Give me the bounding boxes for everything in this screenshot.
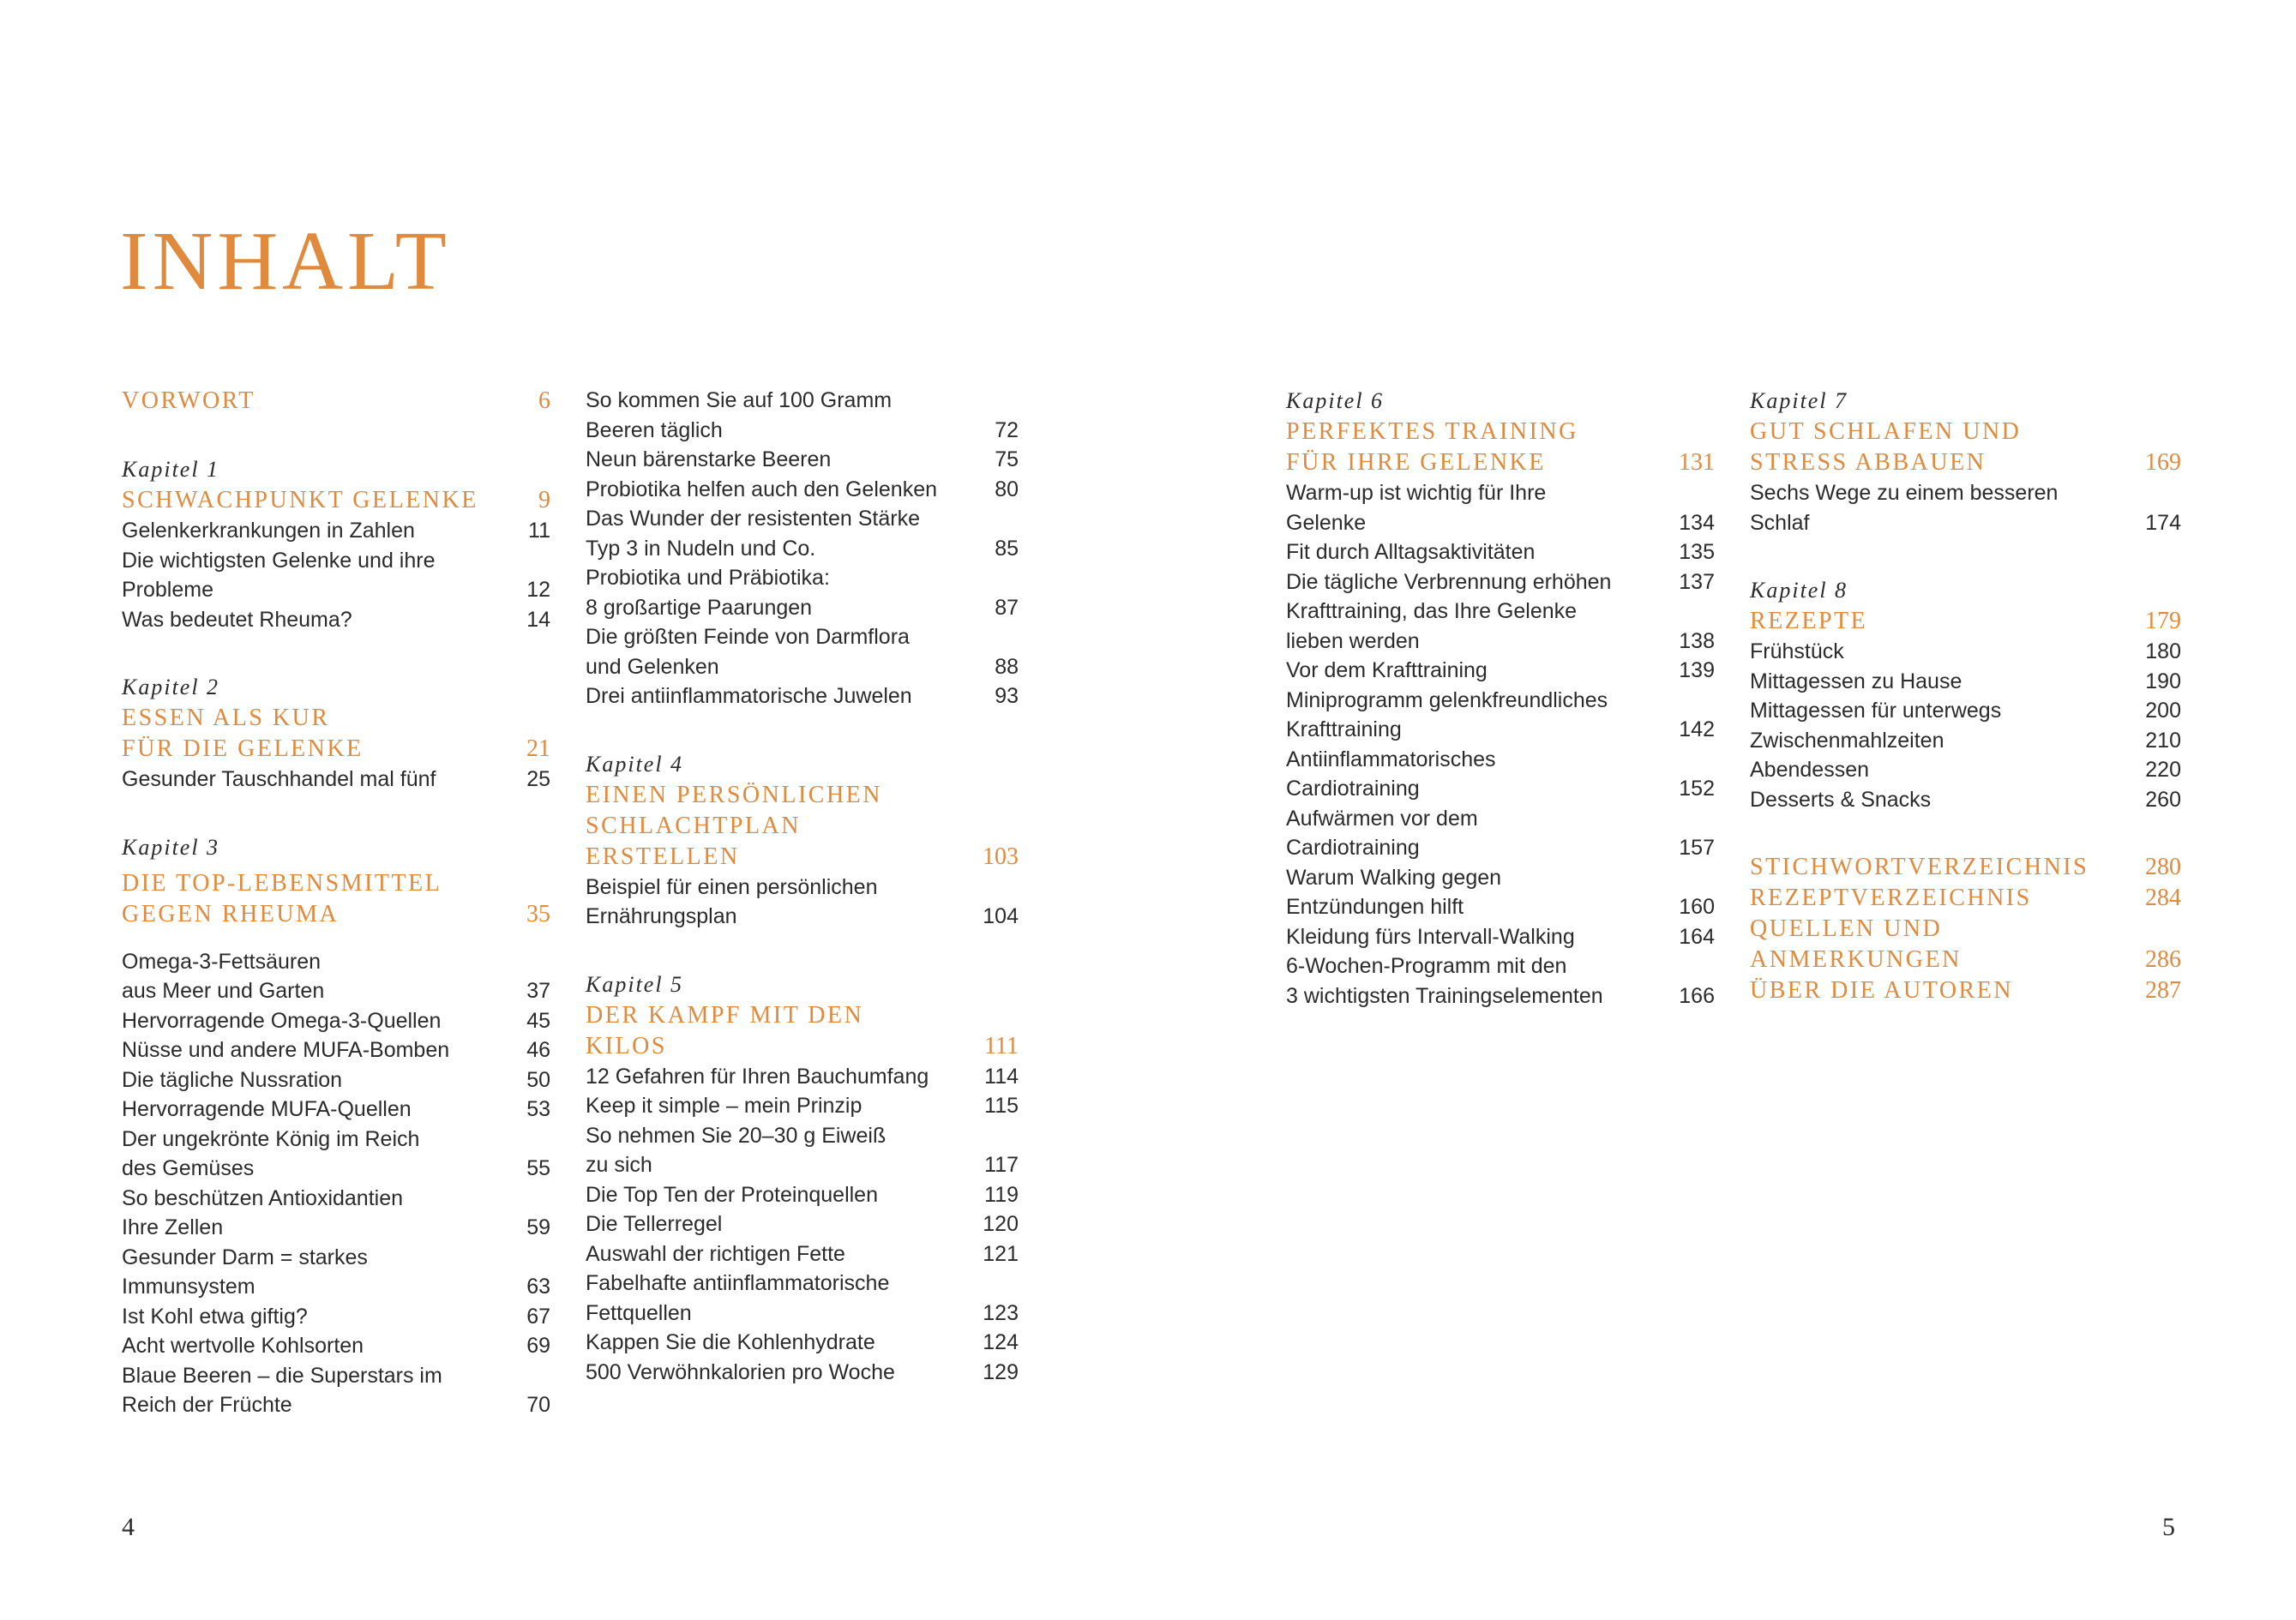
entry-text: Omega-3-Fettsäuren aus Meer und Garten — [122, 949, 325, 1003]
entry-page: 114 — [984, 1064, 1019, 1089]
chapter-heading[interactable] — [1750, 417, 2181, 478]
toc-entry[interactable] — [1750, 755, 2181, 785]
entry-text: So beschützen Antioxidantien Ihre Zellen — [122, 1185, 404, 1239]
entry-text: Hervorragende Omega-3-Quellen — [122, 1008, 442, 1033]
chapter-heading[interactable] — [586, 780, 1019, 873]
toc-entry[interactable] — [122, 605, 550, 635]
toc-column-2 — [586, 386, 1019, 1387]
entry-page: 220 — [2145, 758, 2181, 782]
entry-text: Die wichtigsten Gelenke und ihre Probleme — [122, 548, 436, 602]
heading-page: 284 — [2145, 885, 2181, 911]
toc-entry[interactable] — [122, 546, 550, 605]
entry-text: Ist Kohl etwa giftig? — [122, 1304, 308, 1329]
entry-page: 85 — [995, 536, 1019, 561]
heading-page: 287 — [2145, 977, 2181, 1004]
entry-page: 129 — [983, 1359, 1019, 1384]
heading-page: 103 — [983, 843, 1019, 870]
heading-text: SCHWACHPUNKT GELENKE — [122, 487, 478, 513]
entry-text: Nüsse und andere MUFA-Bomben — [122, 1038, 450, 1062]
entry-page: 11 — [528, 519, 550, 543]
chapter-label: Kapitel 3 — [122, 834, 220, 860]
page-title: INHALT — [120, 214, 451, 308]
entry-page: 119 — [984, 1182, 1019, 1207]
heading-text: REZEPTE — [1750, 608, 1868, 634]
chapter-4 — [586, 749, 1019, 932]
entry-text: Kleidung fürs Intervall-Walking — [1286, 924, 1575, 949]
heading-text: PERFEKTES TRAINING FÜR IHRE GELENKE — [1286, 418, 1578, 476]
entry-text: Zwischenmahlzeiten — [1750, 728, 1944, 753]
toc-entry[interactable] — [586, 681, 1019, 711]
chapter-6 — [1286, 386, 1715, 1011]
entry-page: 70 — [526, 1393, 550, 1417]
toc-entry[interactable] — [122, 1302, 550, 1332]
chapter-heading[interactable] — [122, 485, 550, 516]
entry-page: 37 — [526, 979, 550, 1003]
entry-page: 50 — [526, 1067, 550, 1092]
heading-page: 280 — [2145, 854, 2181, 880]
toc-entry[interactable] — [1286, 745, 1715, 804]
entry-text: Fit durch Alltagsaktivitäten — [1286, 540, 1536, 564]
entry-page: 135 — [1679, 540, 1715, 564]
entry-text: 500 Verwöhnkalorien pro Woche — [586, 1359, 895, 1384]
toc-column-3 — [1286, 386, 1715, 1011]
entry-text: So nehmen Sie 20–30 g Eiweiß zu sich — [586, 1123, 887, 1177]
entry-page: 115 — [984, 1094, 1019, 1118]
entry-text: Fabelhafte antiinflammatorische Fettquellen — [586, 1271, 890, 1325]
entry-text: Warm-up ist wichtig für Ihre Gelenke — [1286, 481, 1547, 535]
entry-text: Desserts & Snacks — [1750, 787, 1932, 812]
entry-text: Keep it simple – mein Prinzip — [586, 1094, 863, 1118]
chapter-3 — [122, 832, 550, 1420]
chapter-label: Kapitel 1 — [122, 457, 220, 482]
entry-text: 6-Wochen-Programm mit den 3 wichtigsten Trainingselementen — [1286, 954, 1603, 1008]
toc-entry[interactable] — [1750, 667, 2181, 697]
entry-page: 152 — [1679, 777, 1715, 801]
entry-text: Gelenkerkrankungen in Zahlen — [122, 519, 415, 543]
entry-text: Acht wertvolle Kohlsorten — [122, 1334, 364, 1358]
appendix-heading-rezeptverzeichnis[interactable] — [1750, 883, 2181, 914]
chapter-5 — [586, 969, 1019, 1388]
chapter-heading[interactable] — [1286, 417, 1715, 478]
chapter-label: Kapitel 7 — [1750, 388, 1848, 413]
toc-entry[interactable] — [586, 1180, 1019, 1210]
toc-heading-vorwort[interactable] — [122, 386, 550, 417]
heading-page: 131 — [1679, 449, 1715, 476]
chapter-label: Kapitel 4 — [586, 751, 684, 777]
chapter-7 — [1750, 386, 2181, 537]
toc-entry[interactable] — [586, 1091, 1019, 1121]
toc-entry[interactable] — [586, 873, 1019, 932]
toc-entry[interactable] — [586, 1358, 1019, 1388]
heading-page: 9 — [538, 487, 550, 513]
chapter-3-continued — [586, 386, 1019, 711]
toc-entry[interactable] — [122, 1243, 550, 1302]
entry-page: 121 — [983, 1241, 1019, 1266]
entry-page: 55 — [526, 1156, 550, 1180]
page-number-right: 5 — [2162, 1513, 2175, 1541]
toc-entry[interactable] — [1750, 726, 2181, 756]
entry-page: 14 — [526, 607, 550, 632]
entry-page: 25 — [526, 767, 550, 791]
chapter-label: Kapitel 8 — [1750, 578, 1848, 603]
chapter-heading[interactable] — [122, 868, 550, 930]
entry-text: Hervorragende MUFA-Quellen — [122, 1097, 412, 1121]
entry-text: Das Wunder der resistenten Stärke Typ 3 in Nudeln und Co. — [586, 507, 921, 561]
entry-page: 123 — [983, 1300, 1019, 1325]
toc-entry[interactable] — [586, 1269, 1019, 1328]
entry-text: Die tägliche Nussration — [122, 1067, 343, 1092]
heading-text: DIE TOP-LEBENSMITTEL GEGEN RHEUMA — [122, 869, 442, 927]
entry-page: 260 — [2145, 787, 2181, 812]
entry-page: 53 — [526, 1097, 550, 1121]
chapter-heading[interactable] — [1750, 606, 2181, 637]
entry-text: Abendessen — [1750, 758, 1870, 782]
toc-entry[interactable] — [122, 1361, 550, 1420]
entry-page: 69 — [526, 1334, 550, 1358]
entry-text: Probiotika helfen auch den Gelenken — [586, 477, 938, 501]
toc-entry[interactable] — [122, 1125, 550, 1184]
page-number-left: 4 — [122, 1513, 135, 1541]
entry-text: Gesunder Tauschhandel mal fünf — [122, 767, 436, 791]
appendix-heading-stichwortverzeichnis[interactable] — [1750, 852, 2181, 883]
entry-text: Mittagessen für unterwegs — [1750, 699, 2002, 723]
toc-entry[interactable] — [122, 1184, 550, 1243]
entry-page: 200 — [2145, 699, 2181, 723]
chapter-label: Kapitel 5 — [586, 971, 684, 997]
entry-page: 142 — [1679, 717, 1715, 741]
toc-column-1 — [122, 386, 550, 1420]
entry-text: Probiotika und Präbiotika: 8 großartige Paarungen — [586, 566, 830, 620]
heading-page: 179 — [2145, 608, 2181, 634]
entry-text: Die Tellerregel — [586, 1212, 723, 1236]
toc-entry[interactable] — [1750, 785, 2181, 815]
toc-entry[interactable] — [122, 1331, 550, 1361]
entry-page: 63 — [526, 1275, 550, 1299]
heading-text: ÜBER DIE AUTOREN — [1750, 977, 2014, 1004]
appendix-list — [1750, 852, 2181, 1006]
chapter-heading[interactable] — [122, 703, 550, 765]
entry-page: 45 — [526, 1008, 550, 1033]
entry-text: Die größten Feinde von Darmflora und Gelenken — [586, 625, 910, 679]
appendix-heading-quellen[interactable] — [1750, 914, 2181, 975]
entry-text: Sechs Wege zu einem besseren Schlaf — [1750, 481, 2059, 535]
entry-page: 139 — [1679, 658, 1715, 682]
heading-text: EINEN PERSÖNLICHEN SCHLACHTPLAN ERSTELLEN — [586, 781, 882, 870]
heading-text: GUT SCHLAFEN UND STRESS ABBAUEN — [1750, 418, 2022, 476]
toc-entry[interactable] — [1750, 637, 2181, 667]
heading-text: VORWORT — [122, 387, 255, 414]
heading-text: ESSEN ALS KUR FÜR DIE GELENKE — [122, 705, 364, 762]
entry-page: 210 — [2145, 728, 2181, 753]
entry-page: 134 — [1679, 510, 1715, 535]
entry-page: 80 — [995, 477, 1019, 501]
toc-entry[interactable] — [1750, 696, 2181, 726]
entry-text: Frühstück — [1750, 639, 1844, 663]
toc-entry[interactable] — [1286, 863, 1715, 922]
entry-text: Beispiel für einen persönlichen Ernährungsplan — [586, 874, 878, 928]
entry-text: So kommen Sie auf 100 Gramm Beeren täglich — [586, 388, 893, 442]
chapter-heading[interactable] — [586, 1000, 1019, 1062]
toc-entry[interactable] — [122, 1006, 550, 1036]
entry-text: Neun bärenstarke Beeren — [586, 447, 832, 471]
entry-text: Warum Walking gegen Entzündungen hilft — [1286, 865, 1502, 919]
toc-entry[interactable] — [586, 622, 1019, 681]
chapter-2 — [122, 672, 550, 795]
entry-text: Die tägliche Verbrennung erhöhen — [1286, 569, 1612, 594]
toc-entry[interactable] — [586, 386, 1019, 445]
entry-page: 174 — [2145, 510, 2181, 535]
entry-page: 104 — [983, 904, 1019, 928]
entry-page: 46 — [526, 1038, 550, 1062]
heading-text: QUELLEN UND ANMERKUNGEN — [1750, 915, 1962, 973]
entry-page: 124 — [983, 1330, 1019, 1354]
entry-text: Mittagessen zu Hause — [1750, 669, 1962, 693]
entry-text: Was bedeutet Rheuma? — [122, 607, 352, 632]
entry-text: Drei antiinflammatorische Juwelen — [586, 684, 912, 708]
toc-entry[interactable] — [586, 445, 1019, 475]
chapter-1 — [122, 454, 550, 634]
toc-entry[interactable] — [586, 1121, 1019, 1180]
entry-text: Kappen Sie die Kohlenhydrate — [586, 1330, 875, 1354]
heading-text: REZEPTVERZEICHNIS — [1750, 885, 2032, 911]
toc-entry[interactable] — [122, 765, 550, 795]
heading-text: DER KAMPF MIT DEN KILOS — [586, 1001, 864, 1059]
heading-page: 35 — [526, 900, 550, 927]
entry-page: 59 — [526, 1215, 550, 1239]
entry-text: Antiinflammatorisches Cardiotraining — [1286, 747, 1496, 801]
heading-page: 169 — [2145, 449, 2181, 476]
toc-entry[interactable] — [586, 1239, 1019, 1269]
toc-entry[interactable] — [586, 563, 1019, 622]
chapter-8 — [1750, 575, 2181, 814]
toc-entry[interactable] — [586, 504, 1019, 563]
entry-text: 12 Gefahren für Ihren Bauchumfang — [586, 1064, 929, 1089]
entry-text: Aufwärmen vor dem Cardiotraining — [1286, 806, 1478, 860]
toc-entry[interactable] — [1286, 922, 1715, 952]
entry-page: 138 — [1679, 628, 1715, 653]
entry-text: Blaue Beeren – die Superstars im Reich der Früchte — [122, 1363, 442, 1417]
entry-page: 166 — [1679, 983, 1715, 1008]
entry-text: Krafttraining, das Ihre Gelenke lieben werden — [1286, 599, 1578, 653]
chapter-label: Kapitel 6 — [1286, 388, 1385, 413]
chapter-label: Kapitel 2 — [122, 675, 220, 699]
entry-text: Auswahl der richtigen Fette — [586, 1241, 845, 1266]
toc-column-4 — [1750, 386, 2181, 1006]
toc-entry[interactable] — [1286, 537, 1715, 567]
toc-entry[interactable] — [122, 1095, 550, 1125]
appendix-heading-autoren[interactable] — [1750, 975, 2181, 1006]
toc-entry[interactable] — [122, 1035, 550, 1065]
entry-page: 75 — [995, 447, 1019, 471]
entry-text: Die Top Ten der Proteinquellen — [586, 1182, 878, 1207]
toc-entry[interactable] — [122, 947, 550, 1006]
toc-entry[interactable] — [586, 1209, 1019, 1239]
heading-page: 286 — [2145, 946, 2181, 973]
toc-entry[interactable] — [1286, 686, 1715, 745]
toc-entry[interactable] — [1286, 567, 1715, 597]
toc-entry[interactable] — [1286, 804, 1715, 863]
toc-entry[interactable] — [1286, 478, 1715, 537]
toc-entry[interactable] — [1286, 656, 1715, 686]
toc-entry[interactable] — [122, 1065, 550, 1095]
heading-page: 21 — [526, 735, 550, 762]
entry-page: 67 — [526, 1304, 550, 1329]
entry-page: 117 — [984, 1153, 1019, 1177]
toc-entry[interactable] — [1286, 951, 1715, 1011]
entry-page: 93 — [995, 684, 1019, 708]
entry-page: 12 — [526, 578, 550, 602]
toc-entry[interactable] — [1750, 478, 2181, 537]
toc-entry[interactable] — [586, 1328, 1019, 1358]
entry-page: 72 — [995, 417, 1019, 442]
entry-text: Gesunder Darm = starkes Immunsystem — [122, 1245, 368, 1299]
entry-page: 157 — [1679, 836, 1715, 860]
entry-text: Miniprogramm gelenkfreundliches Krafttraining — [1286, 687, 1608, 741]
heading-page: 111 — [984, 1032, 1019, 1059]
heading-page: 6 — [538, 387, 550, 414]
entry-page: 160 — [1679, 895, 1715, 919]
entry-page: 137 — [1679, 569, 1715, 594]
toc-entry[interactable] — [122, 516, 550, 546]
entry-page: 120 — [983, 1212, 1019, 1236]
entry-text: Vor dem Krafttraining — [1286, 658, 1488, 682]
toc-entry[interactable] — [586, 1062, 1019, 1092]
entry-page: 190 — [2145, 669, 2181, 693]
entry-page: 180 — [2145, 639, 2181, 663]
entry-page: 87 — [995, 595, 1019, 620]
toc-entry[interactable] — [586, 475, 1019, 505]
heading-text: STICHWORTVERZEICHNIS — [1750, 854, 2089, 880]
entry-page: 164 — [1679, 924, 1715, 949]
entry-page: 88 — [995, 654, 1019, 679]
entry-text: Der ungekrönte König im Reich des Gemüses — [122, 1126, 420, 1180]
toc-entry[interactable] — [1286, 597, 1715, 656]
